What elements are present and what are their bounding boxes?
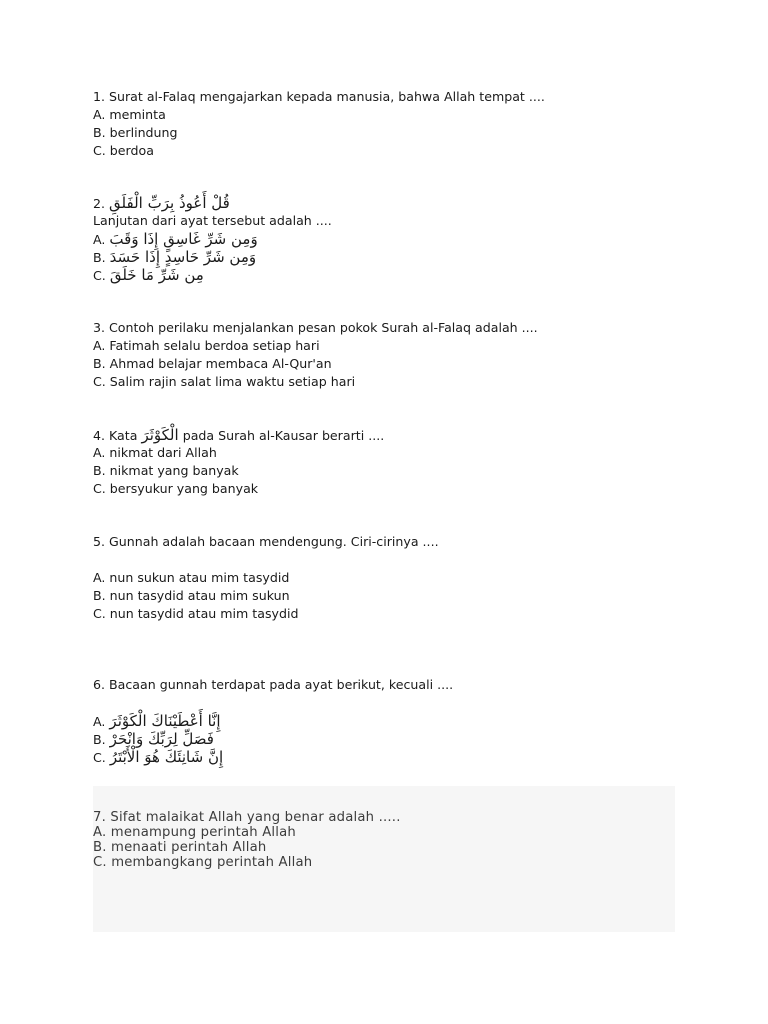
question-stem: 5. Gunnah adalah bacaan mendengung. Ciri-cirinya .... [93, 534, 439, 549]
question-7 [93, 810, 401, 870]
option-c: C. berdoa [93, 143, 154, 158]
option-label: B. [93, 250, 106, 265]
option-a: A. meminta [93, 107, 166, 122]
question-stem: 6. Bacaan gunnah terdapat pada ayat berikut, kecuali .... [93, 677, 454, 692]
option-arabic: إِنَّ شَانِئَكَ هُوَ الْأَبْتَرُ [109, 748, 224, 766]
question-stem: 7. Sifat malaikat Allah yang benar adalah ..... [93, 810, 401, 825]
question-3 [93, 319, 693, 391]
option-a [93, 712, 693, 730]
option-a: A. menampung perintah Allah [93, 825, 296, 840]
option-arabic: مِن شَرِّ مَا خَلَقَ [109, 266, 204, 284]
option-arabic: وَمِن شَرِّ حَاسِدٍ إِذَا حَسَدَ [109, 248, 257, 266]
arabic-word: الْكَوْثَرَ [141, 426, 179, 444]
option-c [93, 266, 693, 284]
question-stem-arabic-line [93, 194, 693, 212]
option-c: C. nun tasydid atau mim tasydid [93, 606, 299, 621]
option-b: B. nun tasydid atau mim sukun [93, 588, 290, 603]
option-b [93, 730, 693, 748]
question-6 [93, 676, 693, 766]
option-c: C. bersyukur yang banyak [93, 481, 259, 496]
option-arabic: إِنَّا أَعْطَيْنَاكَ الْكَوْثَرَ [109, 712, 221, 730]
question-stem: 1. Surat al-Falaq mengajarkan kepada manusia, bahwa Allah tempat .... [93, 89, 545, 104]
option-c: C. membangkang perintah Allah [93, 855, 313, 870]
option-arabic: وَمِن شَرِّ غَاسِقٍ إِذَا وَقَبَ [109, 230, 258, 248]
stem-prefix: 4. Kata [93, 428, 138, 443]
question-1 [93, 88, 693, 160]
arabic-verse: قُلْ أَعُوذُ بِرَبِّ الْفَلَقِ [109, 194, 230, 212]
option-c [93, 748, 693, 766]
option-label: A. [93, 714, 106, 729]
question-4 [93, 426, 693, 498]
question-5 [93, 533, 693, 623]
option-label: A. [93, 232, 106, 247]
option-label: C. [93, 268, 106, 283]
option-c: C. Salim rajin salat lima waktu setiap hari [93, 374, 356, 389]
option-a [93, 230, 693, 248]
question-2 [93, 194, 693, 284]
option-b: B. menaati perintah Allah [93, 840, 267, 855]
option-label: B. [93, 732, 106, 747]
option-a: A. Fatimah selalu berdoa setiap hari [93, 338, 320, 353]
question-stem: 3. Contoh perilaku menjalankan pesan pokok Surah al-Falaq adalah .... [93, 320, 538, 335]
option-b: B. Ahmad belajar membaca Al-Qur'an [93, 356, 332, 371]
option-label: C. [93, 750, 106, 765]
option-a: A. nun sukun atau mim tasydid [93, 570, 290, 585]
question-stem [93, 426, 693, 444]
option-b: B. berlindung [93, 125, 178, 140]
option-b: B. nikmat yang banyak [93, 463, 239, 478]
stem-suffix: pada Surah al-Kausar berarti .... [182, 428, 385, 443]
option-arabic: فَصَلِّ لِرَبِّكَ وَانْحَرْ [109, 730, 214, 748]
question-stem: Lanjutan dari ayat tersebut adalah .... [93, 213, 332, 228]
option-a: A. nikmat dari Allah [93, 445, 217, 460]
question-number: 2. [93, 196, 106, 211]
option-b [93, 248, 693, 266]
